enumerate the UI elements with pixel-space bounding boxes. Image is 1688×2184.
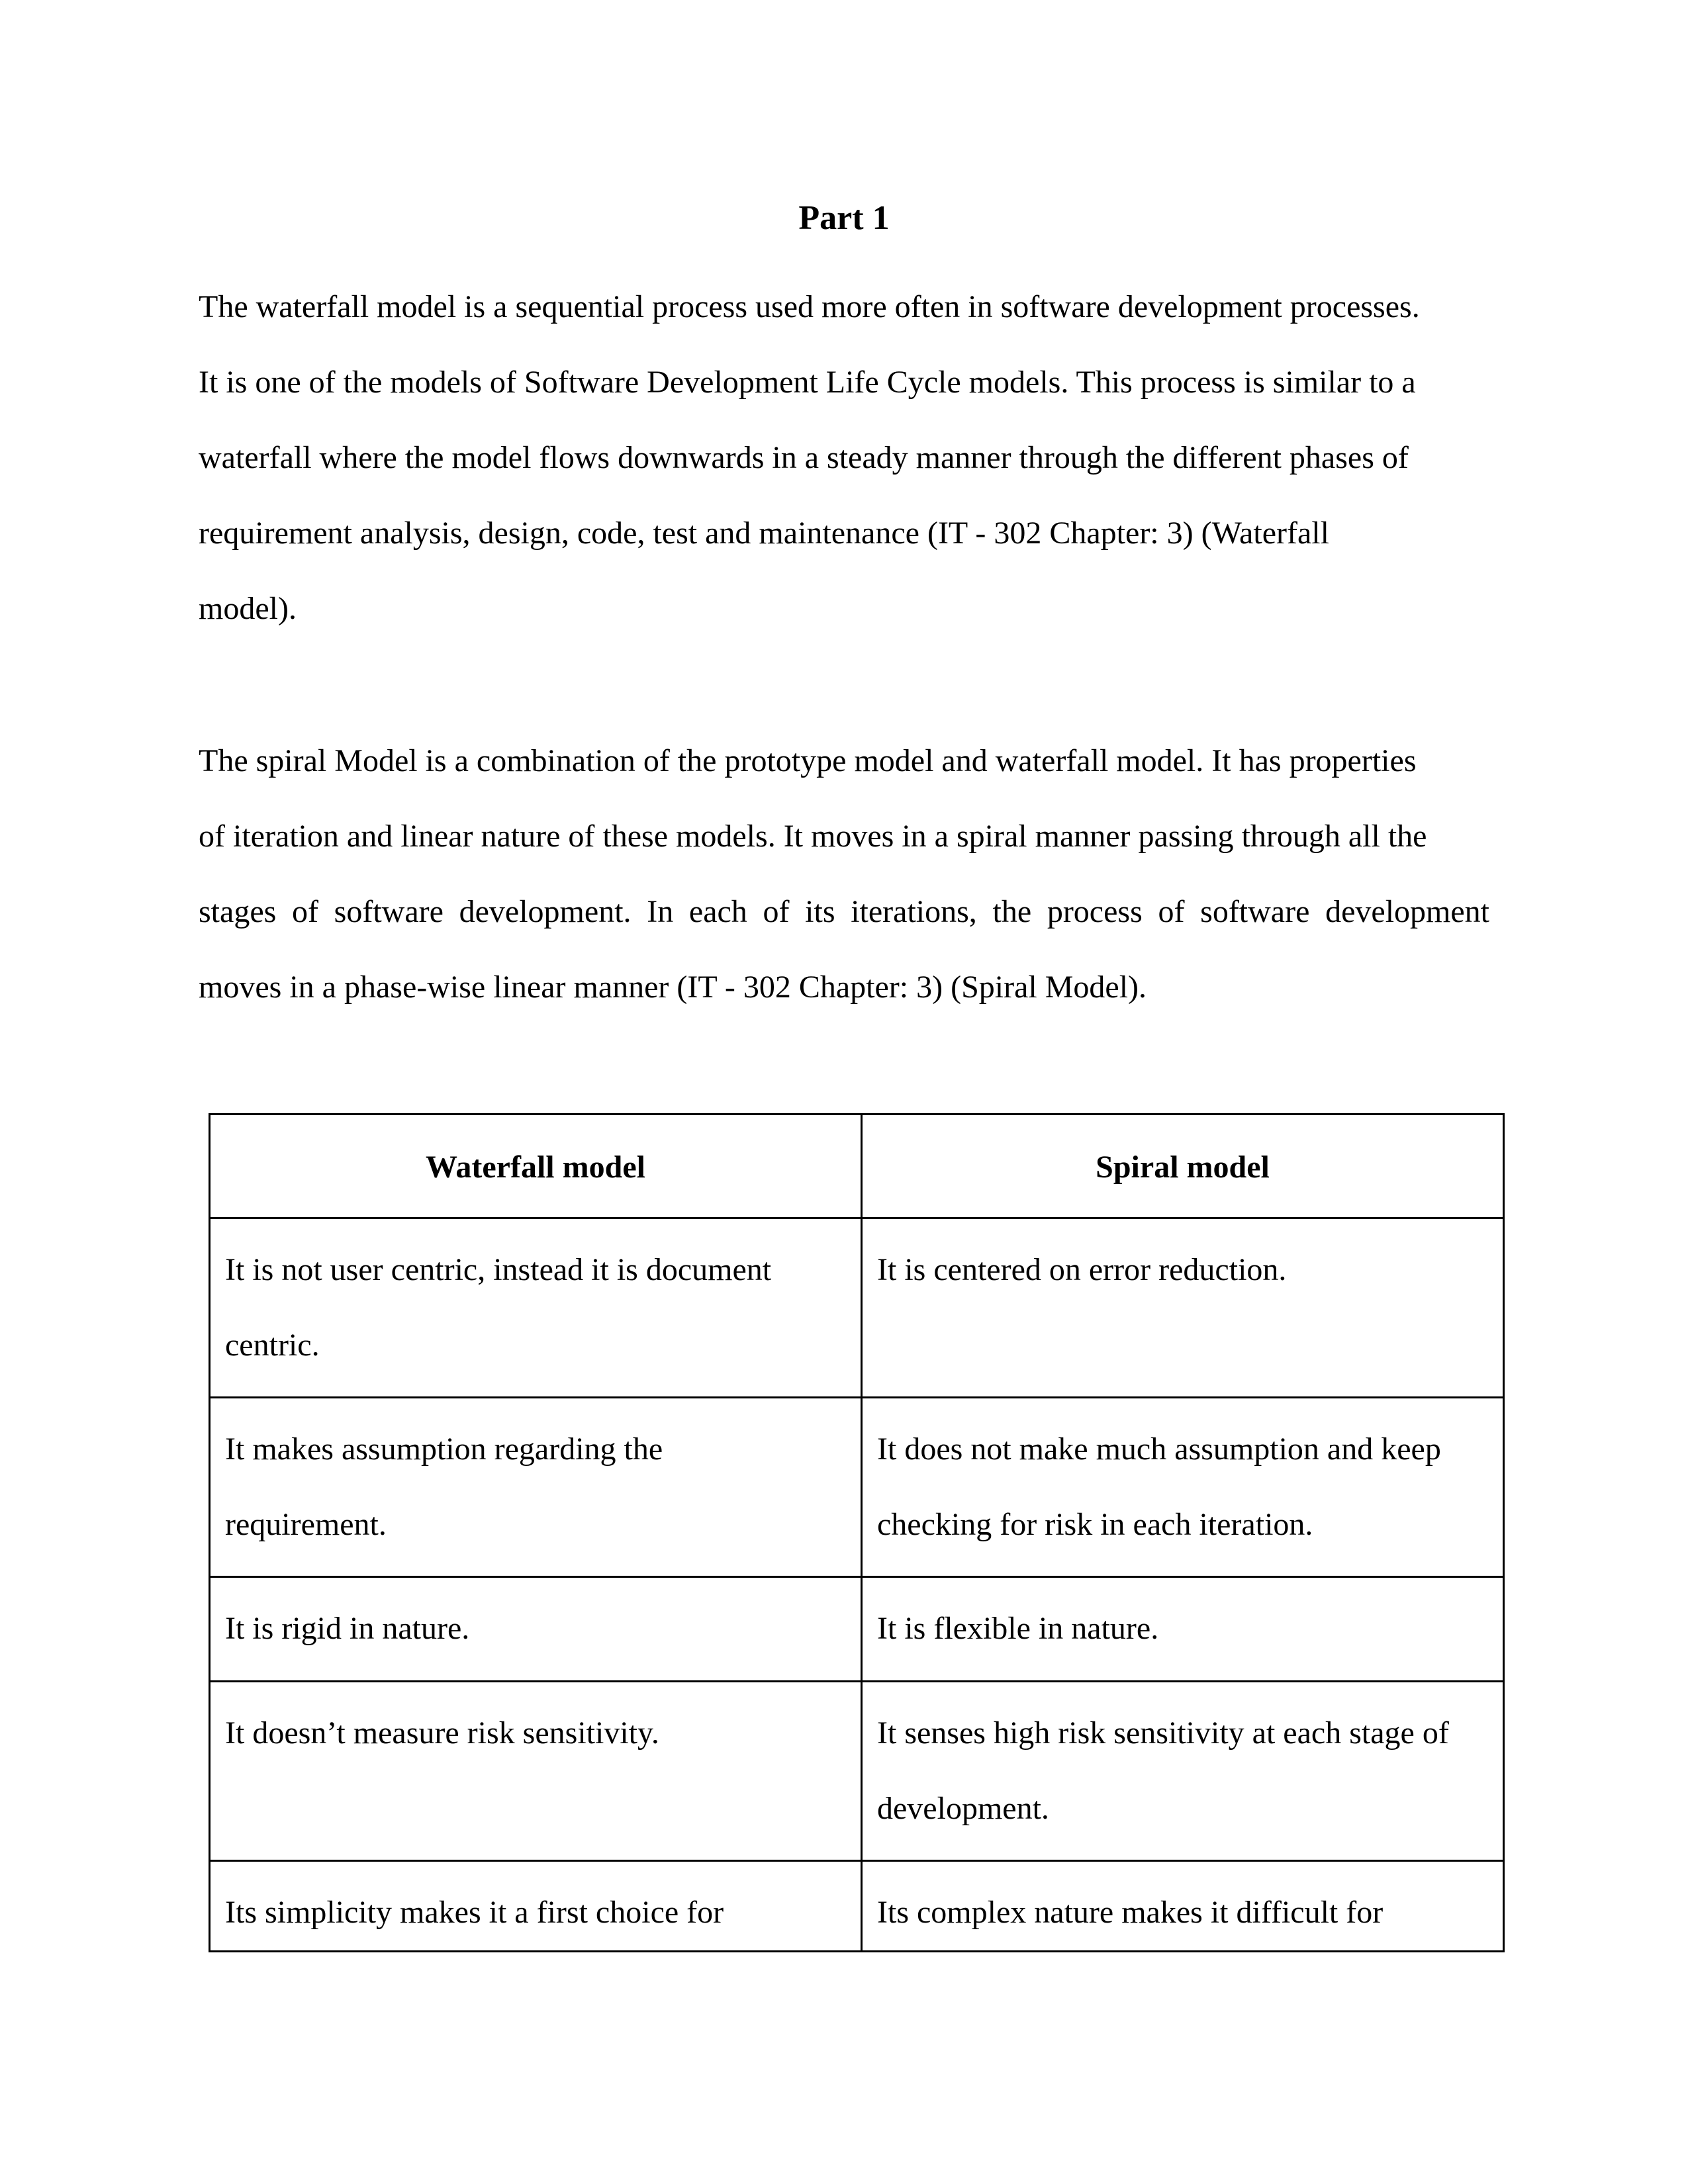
table-row <box>210 1861 1504 1952</box>
paragraph-line: requirement analysis, design, code, test and maintenance (IT - 302 Chapter: 3) (Waterfall <box>199 516 1329 551</box>
spiral-cell <box>862 1218 1504 1398</box>
page-title: Part 1 <box>798 199 890 237</box>
table-row <box>210 1398 1504 1577</box>
header-waterfall: Waterfall model <box>210 1115 862 1218</box>
cell-line: It is centered on error reduction. <box>877 1252 1287 1287</box>
waterfall-cell <box>210 1577 862 1682</box>
comparison-table <box>209 1113 1505 1952</box>
spiral-cell <box>862 1398 1504 1577</box>
spiral-cell <box>862 1861 1504 1952</box>
paragraph-line: It is one of the models of Software Development Life Cycle models. This process is similar to a <box>199 365 1416 400</box>
waterfall-paragraph <box>199 269 1489 647</box>
table-row <box>210 1577 1504 1682</box>
spiral-cell <box>862 1577 1504 1682</box>
paragraph-line: The spiral Model is a combination of the prototype model and waterfall model. It has properties <box>199 743 1417 778</box>
paragraph-line: moves in a phase-wise linear manner (IT - 302 Chapter: 3) (Spiral Model). <box>199 970 1147 1005</box>
spiral-cell <box>862 1682 1504 1861</box>
cell-line: It senses high risk sensitivity at each stage of <box>877 1715 1449 1751</box>
paragraph-line: of iteration and linear nature of these models. It moves in a spiral manner passing through all the <box>199 819 1427 854</box>
paragraph-line: stages of software development. In each of its iterations, the process of software development <box>199 894 1489 929</box>
waterfall-cell <box>210 1398 862 1577</box>
paragraph-line: waterfall where the model flows downwards in a steady manner through the different phases of <box>199 440 1409 475</box>
header-spiral: Spiral model <box>862 1115 1504 1218</box>
table-header-row <box>210 1115 1504 1218</box>
waterfall-cell <box>210 1682 862 1861</box>
cell-line: It does not make much assumption and keep <box>877 1432 1441 1467</box>
cell-line: development. <box>877 1791 1049 1826</box>
table-row <box>210 1682 1504 1861</box>
cell-line: centric. <box>225 1328 320 1363</box>
table-row <box>210 1218 1504 1398</box>
waterfall-cell <box>210 1218 862 1398</box>
cell-line: Its complex nature makes it difficult for <box>877 1895 1383 1930</box>
cell-line: Its simplicity makes it a first choice for <box>225 1895 724 1930</box>
cell-line: It is not user centric, instead it is document <box>225 1252 772 1287</box>
cell-line: It is rigid in nature. <box>225 1611 470 1646</box>
cell-line: requirement. <box>225 1507 387 1542</box>
cell-line: It is flexible in nature. <box>877 1611 1159 1646</box>
cell-line: It doesn’t measure risk sensitivity. <box>225 1715 659 1751</box>
waterfall-cell <box>210 1861 862 1952</box>
cell-line: It makes assumption regarding the <box>225 1432 663 1467</box>
cell-line: checking for risk in each iteration. <box>877 1507 1313 1542</box>
paragraph-line: model). <box>199 591 297 626</box>
paragraph-line: The waterfall model is a sequential process used more often in software development processes. <box>199 289 1420 324</box>
spiral-paragraph <box>199 723 1489 1025</box>
